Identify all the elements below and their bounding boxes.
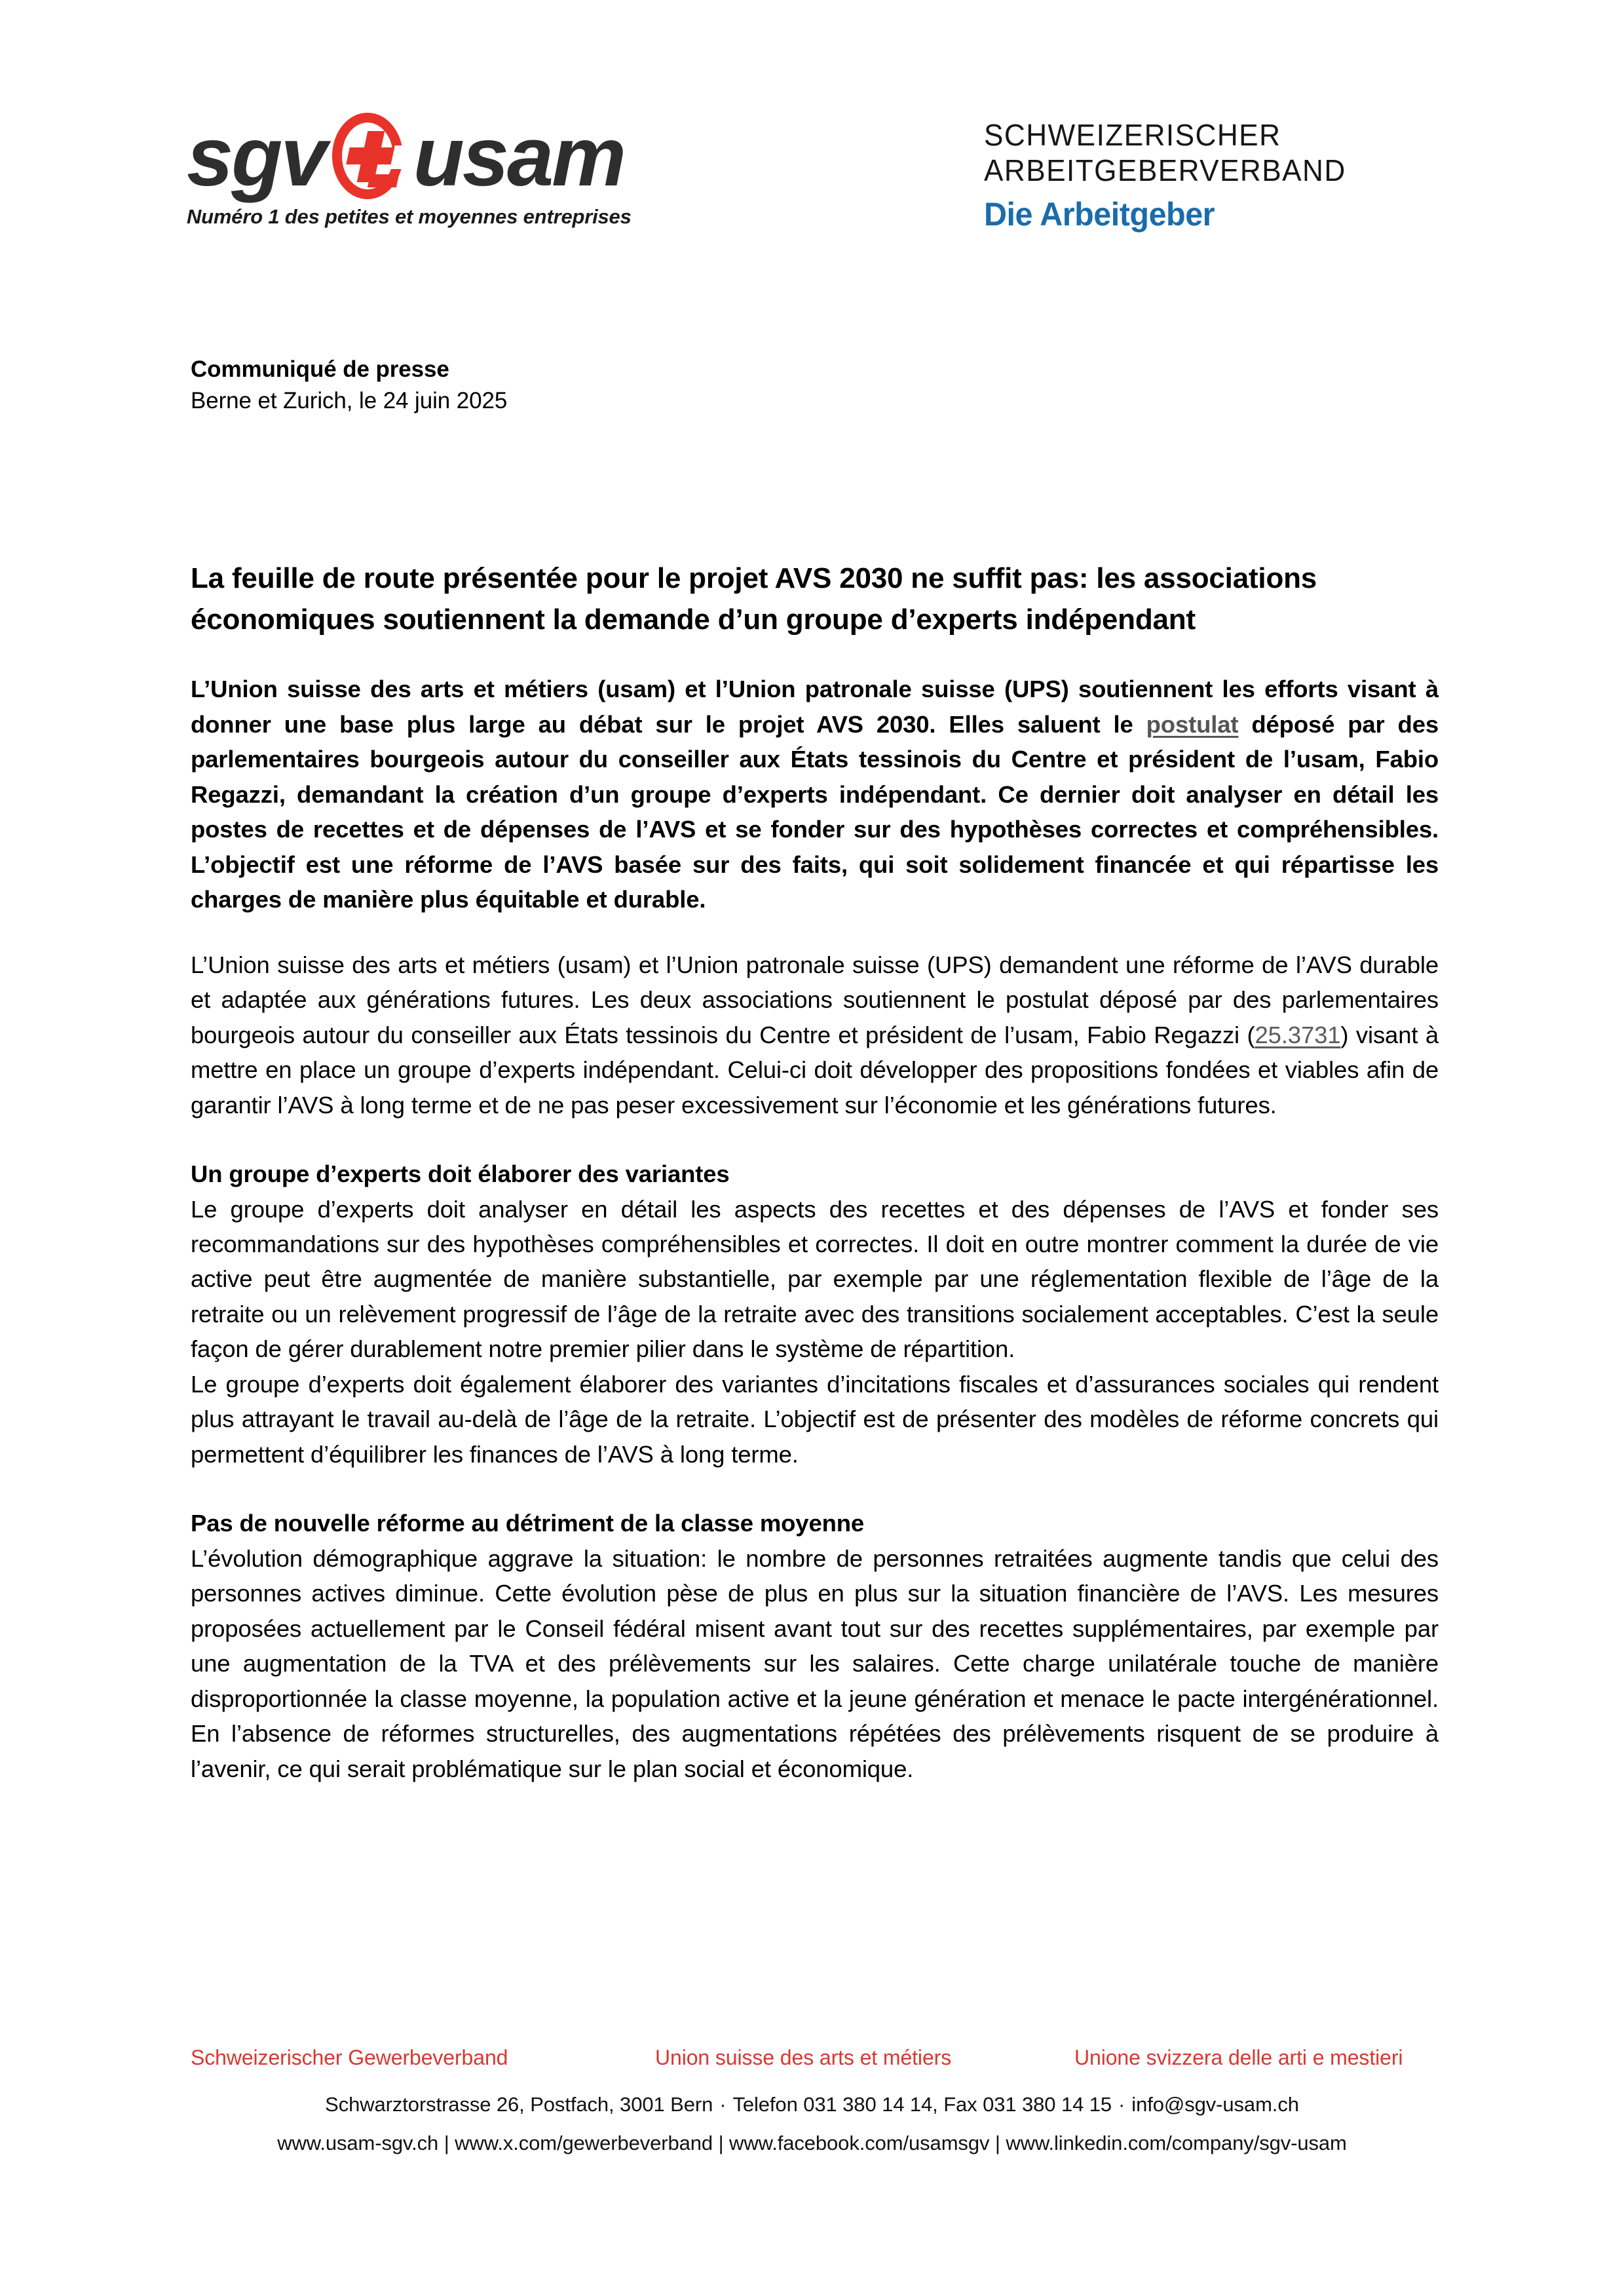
footer-name-italian: Unione svizzera delle arti e mestieri <box>1074 2046 1403 2069</box>
footer-name-french: Union suisse des arts et métiers <box>655 2046 952 2069</box>
emblem-cross-horizontal <box>346 147 396 164</box>
document-body <box>191 354 1439 1786</box>
intro-paragraph <box>191 947 1439 1122</box>
footer-separator-1: · <box>719 2093 727 2116</box>
page-title-block <box>191 558 1439 641</box>
sav-logo-line-2: ARBEITGEBERVERBAND <box>984 153 1346 187</box>
lead-paragraph <box>191 672 1439 917</box>
footer-contact-line <box>0 2094 1624 2114</box>
section-2-paragraph-1: L’évolution démographique aggrave la situation: le nombre de personnes retraitées augmente tandis que celui des personnes actives diminue. Cette évolution pèse de plus en plus sur la situation financière de l’AVS. Les mesures proposées actuellement par le Conseil fédéral misent avant tout sur des recettes supplémentaires, par exemple par une augmentation de la TVA et des prélèvements sur les salaires. Cette charge unilatérale touche de manière disproportionnée la classe moyenne, la population active et la jeune génération et menace le pacte intergénérationnel. En l’absence de réformes structurelles, des augmentations répétées des prélèvements risquent de se produire à l’avenir, ce qui serait problématique sur le plan social et économique. <box>191 1544 1439 1782</box>
lead-paragraph-block <box>191 672 1439 917</box>
footer-phone-fax: Telefon 031 380 14 14, Fax 031 380 14 15 <box>732 2093 1112 2116</box>
footer-address: Schwarztorstrasse 26, Postfach, 3001 Bern <box>325 2093 713 2116</box>
intro-paragraph-block <box>191 947 1439 1122</box>
footer-separator-2: · <box>1118 2093 1125 2116</box>
section-1 <box>191 1157 1439 1472</box>
page-title: La feuille de route présentée pour le projet AVS 2030 ne suffit pas: les associations économiques soutiennent la demande d’un groupe d’experts indépendant <box>191 562 1317 636</box>
schweizerischer-arbeitgeberverband-logo[interactable] <box>984 118 1361 233</box>
section-2 <box>191 1506 1439 1786</box>
section-2-heading: Pas de nouvelle réforme au détriment de la classe moyenne <box>191 1510 865 1537</box>
sav-logo-claim: Die Arbeitgeber <box>984 195 1215 233</box>
sav-logo-line-1: SCHWEIZERISCHER <box>984 118 1281 152</box>
lead-text-after-link: déposé par des parlementaires bourgeois autour du conseiller aux États tessinois du Centre et président de l’usam, Fabio Regazzi, demandant la création d’un groupe d’experts indépendant. Ce dernier doit analyser en détail les postes de recettes et de dépenses de l’AVS et se fonder sur des hypothèses correctes et compréhensibles. L’objectif est une réforme de l’AVS basée sur des faits, qui soit solidement financée et qui répartisse les charges de manière plus équitable et durable. <box>191 710 1439 913</box>
place-and-date: Berne et Zurich, le 24 juin 2025 <box>191 388 508 414</box>
footer-name-german: Schweizerischer Gewerbeverband <box>191 2046 508 2069</box>
footer-association-names <box>0 2046 1624 2084</box>
sgv-logo-tagline: Numéro 1 des petites et moyennes entreprises <box>187 205 632 228</box>
postulat-link[interactable]: postulat <box>1146 710 1239 738</box>
logo-word-usam: usam <box>413 110 624 204</box>
section-1-paragraph-1: Le groupe d’experts doit analyser en détail les aspects des recettes et des dépenses de l’AVS et fonder ses recommandations sur des hypothèses compréhensibles et correctes. Il doit en outre montrer comment la durée de vie active peut être augmentée de manière substantielle, par exemple par une réglementation flexible de l’âge de la retraite ou un relèvement progressif de l’âge de la retraite avec des transitions socialement acceptables. C’est la seule façon de gérer durablement notre premier pilier dans le système de répartition. <box>191 1195 1439 1363</box>
document-type-label: Communiqué de presse <box>191 356 449 382</box>
section-1-paragraph-2: Le groupe d’experts doit également élaborer des variantes d’incitations fiscales et d’assurances sociales qui rendent plus attrayant le travail au-delà de l’âge de la retraite. L’objectif est de présenter des modèles de réforme concrets qui permettent d’équilibrer les finances de l’AVS à long terme. <box>191 1370 1439 1468</box>
emblem-tail <box>367 174 398 187</box>
footer-email[interactable]: info@sgv-usam.ch <box>1131 2093 1299 2116</box>
document-header <box>0 0 1624 301</box>
intro-text-before-link: L’Union suisse des arts et métiers (usam) et l’Union patronale suisse (UPS) demandent une réforme de l’AVS durable et adaptée aux générations futures. Les deux associations soutiennent le postulat déposé par des parlementaires bourgeois autour du conseiller aux États tessinois du Centre et président de l’usam, Fabio Regazzi ( <box>191 951 1439 1048</box>
sgv-usam-wordmark <box>187 110 685 204</box>
intro-text-after-link: ) visant à mettre en place un groupe d’experts indépendant. Celui-ci doit développer des propositions fondées et viables afin de garantir l’AVS à long terme et de ne pas peser excessivement sur l’économie et les générations futures. <box>191 1021 1439 1119</box>
footer-social-links-line[interactable]: www.usam-sgv.ch | www.x.com/gewerbeverband | www.facebook.com/usamsgv | www.linkedin.com/company/sgv-usam <box>277 2132 1347 2154</box>
section-1-heading: Un groupe d’experts doit élaborer des variantes <box>191 1160 730 1188</box>
swiss-cross-at-symbol-icon <box>328 111 412 203</box>
logo-word-sgv: sgv <box>187 110 326 204</box>
document-footer <box>0 2046 1624 2153</box>
postulat-number-link[interactable]: 25.3731 <box>1255 1021 1341 1048</box>
lead-text-before-link: L’Union suisse des arts et métiers (usam) et l’Union patronale suisse (UPS) soutiennent les efforts visant à donner une base plus large au débat sur le projet AVS 2030. Elles saluent le <box>191 676 1439 738</box>
sgv-usam-logo[interactable] <box>187 110 685 229</box>
